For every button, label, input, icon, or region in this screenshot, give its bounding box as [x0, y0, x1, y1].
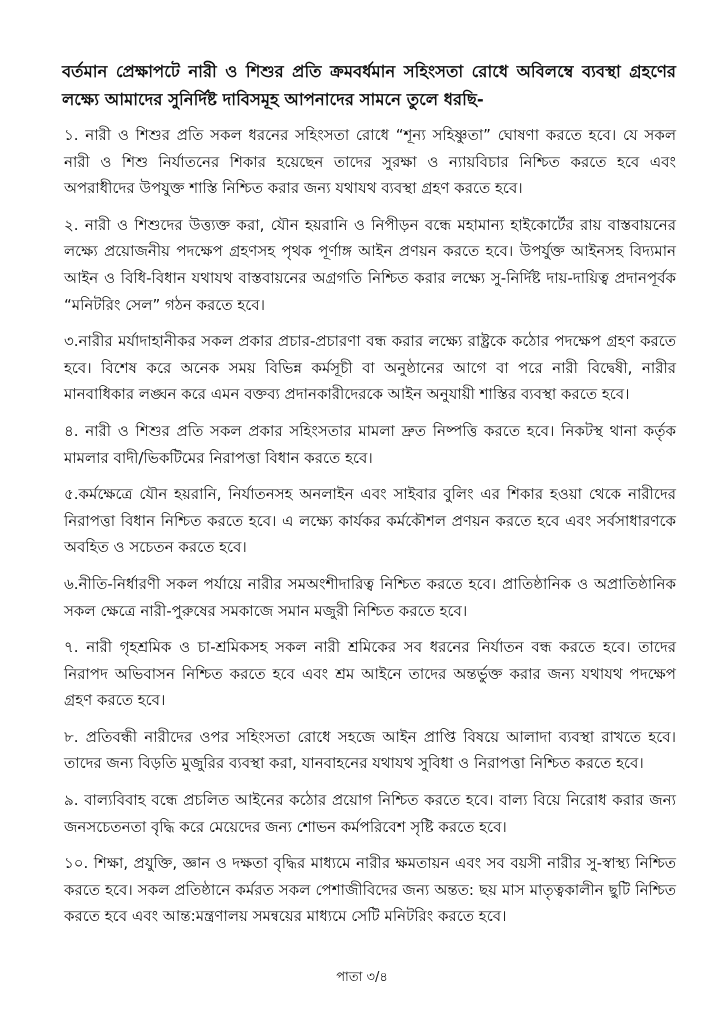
demand-number: ১০. — [64, 854, 89, 873]
document-heading: বর্তমান প্রেক্ষাপটে নারী ও শিশুর প্রতি ক্রমবর্ধমান সহিংসতা রোধে অবিলম্বে ব্যবস্থা গ্রহণের লক্ষ্যে আমাদের সুনির্দিষ্ট দাবিসমূহ আপনাদের সামনে তুলে ধরছি- — [62, 62, 676, 109]
demand-item-6 — [62, 571, 676, 624]
demand-number: ৬. — [64, 574, 79, 593]
demand-number: ৯. — [64, 791, 79, 810]
demand-number: ৪. — [64, 421, 79, 440]
demand-text: শিক্ষা, প্রযুক্তি, জ্ঞান ও দক্ষতা বৃদ্ধির মাধ্যমে নারীর ক্ষমতায়ন এবং সব বয়সী নারীর সু-স্বাস্থ্য নিশ্চিত করতে হবে। সকল প্রতিষ্ঠানে কর্মরত সকল পেশাজীবিদের জন্য অন্তত: ছয় মাস মাতৃত্বকালীন ছুটি নিশ্চিত করতে হবে এবং আন্ত:মন্ত্রণালয় সমন্বয়ের মাধ্যমে সেটি মনিটরিং করতে হবে। — [64, 854, 676, 926]
demand-item-3 — [62, 328, 676, 408]
demand-text: নারীর মর্যাদাহানীকর সকল প্রকার প্রচার-প্রচারণা বন্ধ করার লক্ষ্যে রাষ্ট্রকে কঠোর পদক্ষেপ গ্রহণ করতে হবে। বিশেষ করে অনেক সময় বিভিন্ন কর্মসূচী বা অনুষ্ঠানের আগে বা পরে নারী বিদ্বেষী, নারীর মানবাধিকার লঙ্ঘন করে এমন বক্তব্য প্রদানকারীদেরকে আইন অনুযায়ী শাস্তির ব্যবস্থা করতে হবে। — [64, 332, 676, 404]
demand-item-4 — [62, 418, 676, 471]
demand-text: নারী ও শিশুর প্রতি সকল প্রকার সহিংসতার মামলা দ্রুত নিষ্পত্তি করতে হবে। নিকটস্থ থানা কর্তৃক মামলার বাদী/ভিকটিমের নিরাপত্তা বিধান করতে হবে। — [64, 421, 676, 467]
demand-number: ৮. — [64, 727, 79, 746]
demand-item-10 — [62, 850, 676, 930]
demand-number: ২. — [64, 215, 79, 234]
demand-number: ৩. — [64, 332, 79, 351]
demand-item-1 — [62, 122, 676, 202]
demand-item-5 — [62, 481, 676, 561]
demand-text: কর্মক্ষেত্রে যৌন হয়রানি, নির্যাতনসহ অনলাইন এবং সাইবার বুলিং এর শিকার হওয়া থেকে নারীদের নিরাপত্তা বিধান নিশ্চিত করতে হবে। এ লক্ষ্যে কার্যকর কর্মকৌশল প্রণয়ন করতে হবে এবং সর্বসাধারণকে অবহিত ও সচেতন করতে হবে। — [64, 485, 676, 557]
demand-item-9 — [62, 787, 676, 840]
demand-item-8 — [62, 724, 676, 777]
demand-text: নারী ও শিশুর প্রতি সকল ধরনের সহিংসতা রোধে “শূন্য সহিষ্ণুতা” ঘোষণা করতে হবে। যে সকল নারী ও শিশু নির্যাতনের শিকার হয়েছেন তাদের সুরক্ষা ও ন্যায়বিচার নিশ্চিত করতে হবে এবং অপরাধীদের উপযুক্ত শাস্তি নিশ্চিত করার জন্য যথাযথ ব্যবস্থা গ্রহণ করতে হবে। — [64, 126, 676, 198]
demand-text: নারী গৃহশ্রমিক ও চা-শ্রমিকসহ সকল নারী শ্রমিকের সব ধরনের নির্যাতন বন্ধ করতে হবে। তাদের নিরাপদ অভিবাসন নিশ্চিত করতে হবে এবং শ্রম আইনে তাদের অন্তর্ভুক্ত করার জন্য যথাযথ পদক্ষেপ গ্রহণ করতে হবে। — [64, 638, 676, 710]
demand-item-7 — [62, 634, 676, 714]
demand-text: প্রতিবন্ধী নারীদের ওপর সহিংসতা রোধে সহজে আইন প্রাপ্তি বিষয়ে আলাদা ব্যবস্থা রাখতে হবে। তাদের জন্য বিড়তি মুজুরির ব্যবস্থা করা, যানবাহনের যথাযথ সুবিধা ও নিরাপত্তা নিশ্চিত করতে হবে। — [64, 727, 676, 773]
demand-number: ৫. — [64, 485, 79, 504]
demand-text: নীতি-নির্ধারণী সকল পর্যায়ে নারীর সমঅংশীদারিত্ব নিশ্চিত করতে হবে। প্রাতিষ্ঠানিক ও অপ্রাতিষ্ঠানিক সকল ক্ষেত্রে নারী-পুরুষের সমকাজে সমান মজুরী নিশ্চিত করতে হবে। — [64, 574, 676, 620]
demand-text: বাল্যবিবাহ বন্ধে প্রচলিত আইনের কঠোর প্রয়োগ নিশ্চিত করতে হবে। বাল্য বিয়ে নিরোধ করার জন্য জনসচেতনতা বৃদ্ধি করে মেয়েদের জন্য শোভন কর্মপরিবেশ সৃষ্টি করতে হবে। — [64, 791, 676, 836]
demand-text: নারী ও শিশুদের উত্ত্যক্ত করা, যৌন হয়রানি ও নিপীড়ন বন্ধে মহামান্য হাইকোর্টের রায় বাস্তবায়নের লক্ষ্যে প্রয়োজনীয় পদক্ষেপ গ্রহণসহ পৃথক পূর্ণাঙ্গ আইন প্রণয়ন করতে হবে। উপর্যুক্ত আইনসহ বিদ্যমান আইন ও বিধি-বিধান যথাযথ বাস্তবায়নের অগ্রগতি নিশ্চিত করার লক্ষ্যে সু-নির্দিষ্ট দায়-দায়িত্ব প্রদানপূর্বক “মনিটরিং সেল” গঠন করতে হবে। — [64, 215, 676, 314]
page-number: পাতা ৩/৪ — [336, 970, 388, 985]
demand-number: ৭. — [64, 638, 79, 657]
demands-list — [62, 122, 676, 930]
demand-item-2 — [62, 212, 676, 318]
demand-number: ১. — [64, 126, 79, 144]
